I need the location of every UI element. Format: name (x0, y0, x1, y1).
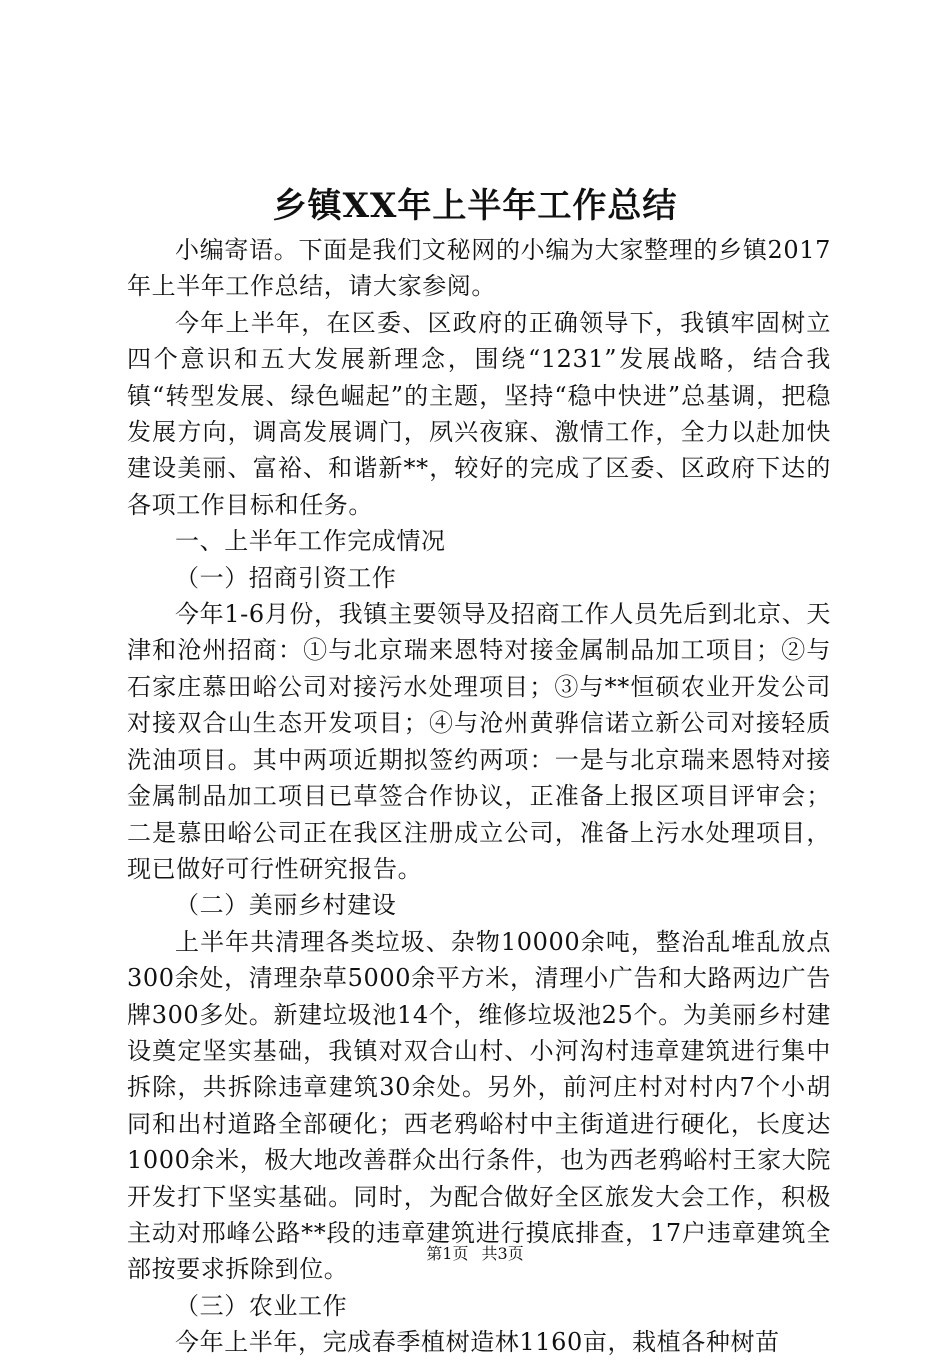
paragraph-village: 上半年共清理各类垃圾、杂物10000余吨，整治乱堆乱放点300余处，清理杂草5000余平方米，清理小广告和大路两边广告牌300多处。新建垃圾池14个，维修垃圾池25个。为美丽乡村建设奠定坚实基础，我镇对双合山村、小河沟村违章建筑进行集中拆除，共拆除违章建筑30余处。另外，前河庄村对村内7个小胡同和出村道路全部硬化；西老鸦峪村中主街道进行硬化，长度达1000余米，极大地改善群众出行条件，也为西老鸦峪村王家大院开发打下坚实基础。同时，为配合做好全区旅发大会工作，积极主动对邢峰公路**段的违章建筑进行摸底排查，17户违章建筑全部按要求拆除到位。 (127, 927, 831, 1284)
subsection-heading-investment: （一）招商引资工作 (175, 563, 397, 592)
paragraph-intro: 小编寄语。下面是我们文秘网的小编为大家整理的乡镇2017年上半年工作总结，请大家参阅。 (127, 236, 831, 301)
document-body (127, 232, 831, 1361)
page-footer (0, 1242, 950, 1266)
subsection-heading-village: （二）美丽乡村建设 (175, 891, 397, 920)
section-heading-1: 一、上半年工作完成情况 (175, 527, 446, 556)
paragraph-investment: 今年1-6月份，我镇主要领导及招商工作人员先后到北京、天津和沧州招商：①与北京瑞来恩特对接金属制品加工项目；②与石家庄慕田峪公司对接污水处理项目；③与**恒硕农业开发公司对接双合山生态开发项目；④与沧州黄骅信诺立新公司对接轻质洗油项目。其中两项近期拟签约两项：一是与北京瑞来恩特对接金属制品加工项目已草签合作协议，正准备上报区项目评审会；二是慕田峪公司正在我区注册成立公司，准备上污水处理项目，现已做好可行性研究报告。 (127, 600, 831, 883)
paragraph-agriculture: 今年上半年，完成春季植树造林1160亩，栽植各种树苗 (175, 1328, 780, 1357)
document-title: 乡镇XX年上半年工作总结 (272, 186, 678, 226)
page-number: 第1页 (426, 1244, 469, 1263)
page-total: 共3页 (481, 1244, 524, 1263)
paragraph-overview: 今年上半年，在区委、区政府的正确领导下，我镇牢固树立四个意识和五大发展新理念，围绕“1231”发展战略，结合我镇“转型发展、绿色崛起”的主题，坚持“稳中快进”总基调，把稳发展方向，调高发展调门，夙兴夜寐、激情工作，全力以赴加快建设美丽、富裕、和谐新**，较好的完成了区委、区政府下达的各项工作目标和任务。 (127, 308, 831, 519)
subsection-heading-agriculture: （三）农业工作 (175, 1291, 348, 1320)
